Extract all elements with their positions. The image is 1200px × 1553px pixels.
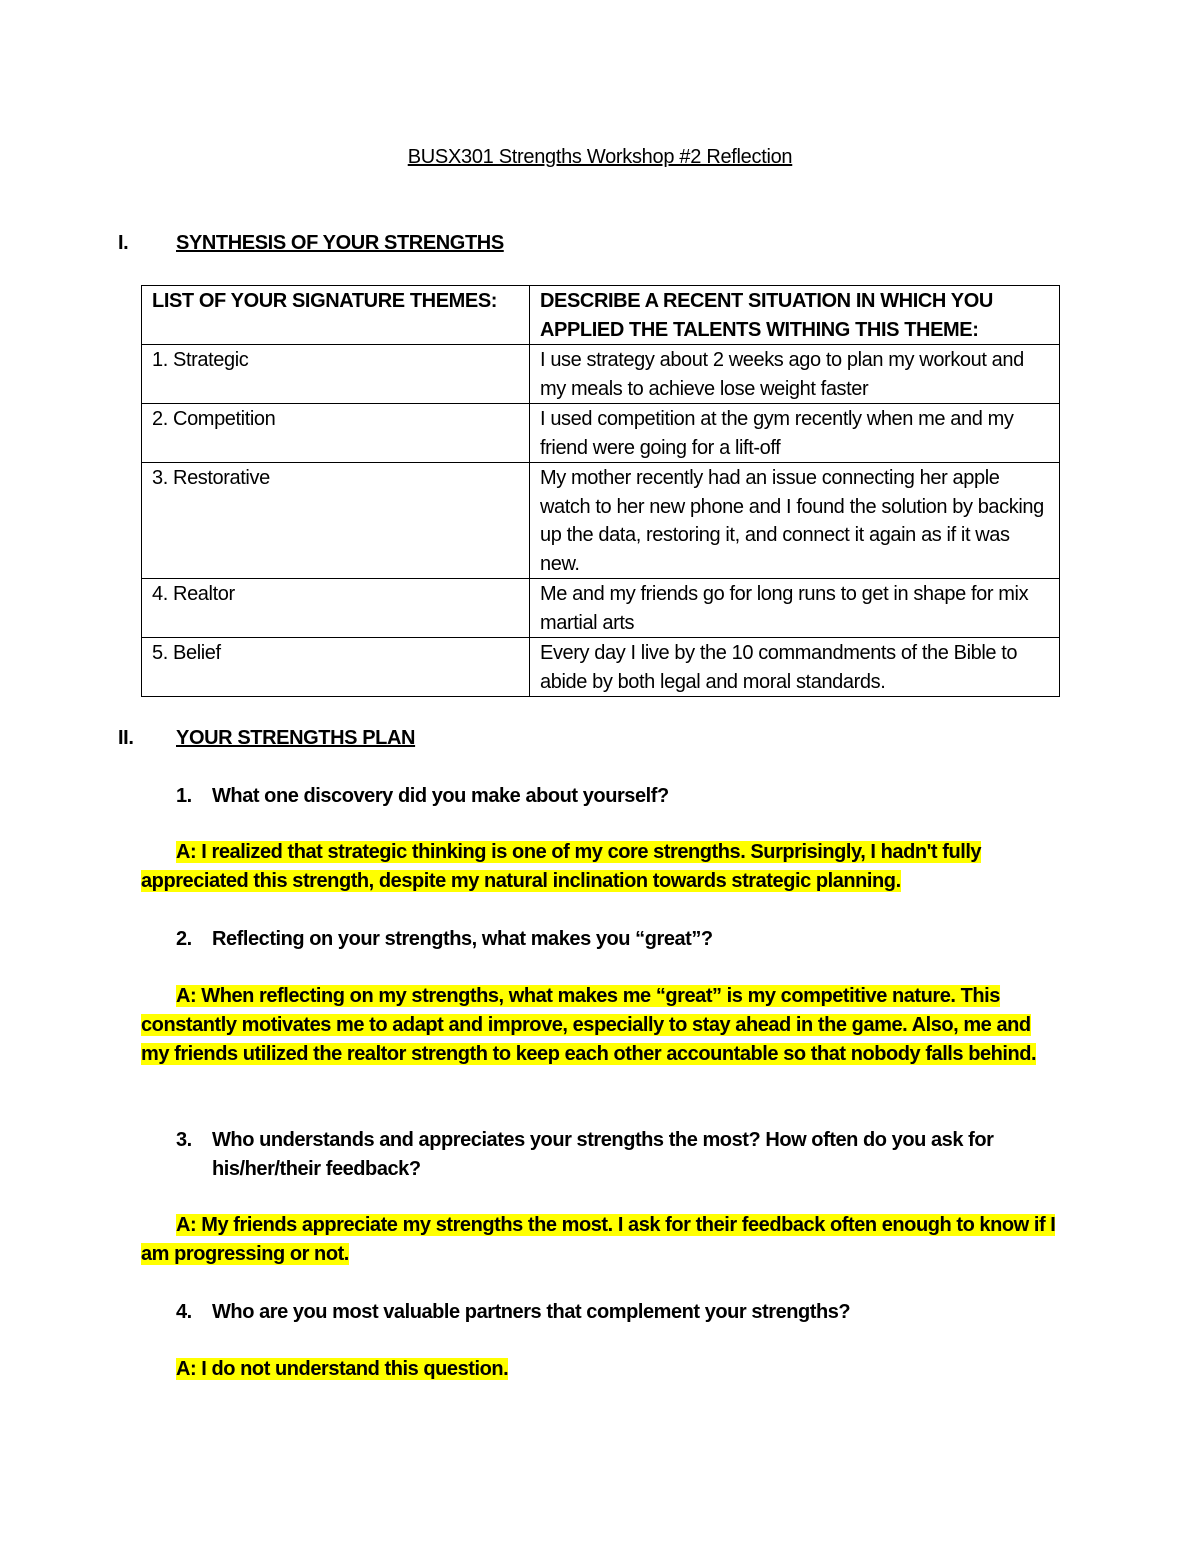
- question-number: 2.: [176, 928, 192, 950]
- table-header-situation: DESCRIBE A RECENT SITUATION IN WHICH YOU APPLIED THE TALENTS WITHING THIS THEME:: [530, 286, 1060, 345]
- section-title: SYNTHESIS OF YOUR STRENGTHS: [176, 232, 504, 254]
- answer-text: A: I realized that strategic thinking is one of my core strengths. Surprisingly, I hadn't fully appreciated this strength, despite my natural inclination towards strategic planning.: [141, 841, 982, 892]
- section-title: YOUR STRENGTHS PLAN: [176, 727, 416, 749]
- section-heading-plan: [118, 724, 415, 752]
- question-text: Who are you most valuable partners that complement your strengths?: [212, 1301, 851, 1323]
- table-row: [142, 404, 1060, 463]
- answer-2: [141, 982, 1061, 1069]
- question-3: [176, 1126, 1066, 1183]
- answer-4: [141, 1355, 1061, 1384]
- theme-cell: 1. Strategic: [142, 345, 530, 404]
- question-text: What one discovery did you make about yourself?: [212, 785, 669, 807]
- question-number: 3.: [176, 1129, 192, 1151]
- theme-cell: 5. Belief: [142, 638, 530, 697]
- answer-1: [141, 838, 1061, 896]
- question-text: Who understands and appreciates your strengths the most? How often do you ask for his/her/their feedback?: [212, 1129, 994, 1180]
- situation-cell: I use strategy about 2 weeks ago to plan my workout and my meals to achieve lose weight faster: [530, 345, 1060, 404]
- answer-text: A: My friends appreciate my strengths the most. I ask for their feedback often enough to know if I am progressing or not.: [141, 1214, 1056, 1265]
- document-title: BUSX301 Strengths Workshop #2 Reflection: [407, 146, 793, 168]
- answer-3: [141, 1211, 1061, 1269]
- question-number: 4.: [176, 1301, 192, 1323]
- situation-cell: Me and my friends go for long runs to get in shape for mix martial arts: [530, 579, 1060, 638]
- table-header-themes: LIST OF YOUR SIGNATURE THEMES:: [142, 286, 530, 345]
- question-text: Reflecting on your strengths, what makes you “great”?: [212, 928, 713, 950]
- signature-themes-table: [141, 285, 1060, 697]
- answer-text: A: I do not understand this question.: [176, 1358, 509, 1380]
- answer-text: A: When reflecting on my strengths, what makes me “great” is my competitive nature. This constantly motivates me to adapt and improve, especially to stay ahead in the game. Also, me and my friends utilized the realtor strength to keep each other accountable so that nobody falls behind.: [141, 985, 1037, 1065]
- situation-cell: My mother recently had an issue connecting her apple watch to her new phone and I found the solution by backing up the data, restoring it, and connect it again as if it was new.: [530, 463, 1060, 579]
- theme-cell: 2. Competition: [142, 404, 530, 463]
- question-2: [176, 925, 1066, 954]
- table-row: [142, 463, 1060, 579]
- theme-cell: 4. Realtor: [142, 579, 530, 638]
- question-1: [176, 782, 1066, 811]
- section-heading-synthesis: [118, 229, 504, 257]
- section-number: I.: [118, 232, 129, 254]
- table-row: [142, 638, 1060, 697]
- section-number: II.: [118, 727, 134, 749]
- situation-cell: Every day I live by the 10 commandments of the Bible to abide by both legal and moral standards.: [530, 638, 1060, 697]
- situation-cell: I used competition at the gym recently when me and my friend were going for a lift-off: [530, 404, 1060, 463]
- question-number: 1.: [176, 785, 192, 807]
- question-4: [176, 1298, 1066, 1327]
- table-row: [142, 579, 1060, 638]
- table-header-row: [142, 286, 1060, 345]
- theme-cell: 3. Restorative: [142, 463, 530, 579]
- table-row: [142, 345, 1060, 404]
